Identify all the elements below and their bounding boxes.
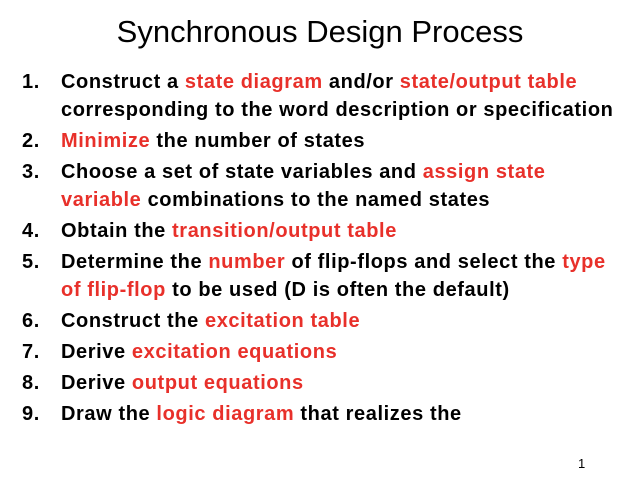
step-number: 7. (22, 341, 40, 363)
step-number: 9. (22, 403, 40, 425)
step-text-segment: Construct the (61, 310, 205, 332)
step-text-segment: to be used (D is often the default) (165, 279, 510, 301)
step-text-segment: of flip-flops and select the (285, 251, 563, 273)
step-text-segment: the number of states (150, 130, 366, 152)
highlighted-term: type of flip-flop (61, 251, 606, 301)
step-text-segment: Derive (61, 372, 132, 394)
step-text (61, 158, 622, 214)
step-item (22, 158, 622, 214)
highlighted-term: Minimize (61, 130, 151, 152)
highlighted-term: number (208, 251, 286, 273)
step-number: 3. (22, 161, 40, 183)
step-number: 8. (22, 372, 40, 394)
step-number: 6. (22, 310, 40, 332)
highlighted-term: state/output table (399, 71, 578, 93)
highlighted-term: state diagram (184, 71, 323, 93)
step-item (22, 400, 622, 428)
step-text (61, 217, 622, 245)
step-text-segment: Construct a (61, 71, 185, 93)
highlighted-term: assign state variable (61, 161, 546, 211)
step-item (22, 248, 622, 304)
step-list (22, 68, 622, 431)
step-text (61, 127, 622, 155)
step-text-segment: Draw the (61, 403, 157, 425)
step-text (61, 248, 622, 304)
step-number: 2. (22, 130, 40, 152)
highlighted-term: transition/output table (172, 220, 397, 242)
step-item (22, 338, 622, 366)
step-text-segment: Choose a set of state variables and (61, 161, 423, 183)
step-text-segment: Determine the (61, 251, 209, 273)
highlighted-term: excitation equations (131, 341, 338, 363)
step-number: 5. (22, 251, 40, 273)
step-item (22, 307, 622, 335)
step-item (22, 127, 622, 155)
highlighted-term: excitation table (204, 310, 361, 332)
step-number: 4. (22, 220, 40, 242)
slide-title: Synchronous Design Process (116, 14, 524, 49)
step-text (61, 307, 622, 335)
step-item (22, 369, 622, 397)
step-text-segment: Obtain the (61, 220, 173, 242)
step-text (61, 369, 622, 397)
step-text (61, 400, 622, 428)
slide-number: 1 (578, 456, 586, 471)
step-number: 1. (22, 71, 40, 93)
step-text-segment: Derive (61, 341, 132, 363)
step-item (22, 217, 622, 245)
step-text-segment: corresponding to the word description or specification (61, 99, 614, 121)
highlighted-term: logic diagram (156, 403, 295, 425)
step-text-segment: combinations to the named states (141, 189, 491, 211)
step-text-segment: and/or (322, 71, 400, 93)
step-text (61, 68, 622, 124)
step-item (22, 68, 622, 124)
step-text-segment: that realizes the (294, 403, 462, 425)
highlighted-term: output equations (131, 372, 304, 394)
step-text (61, 338, 622, 366)
